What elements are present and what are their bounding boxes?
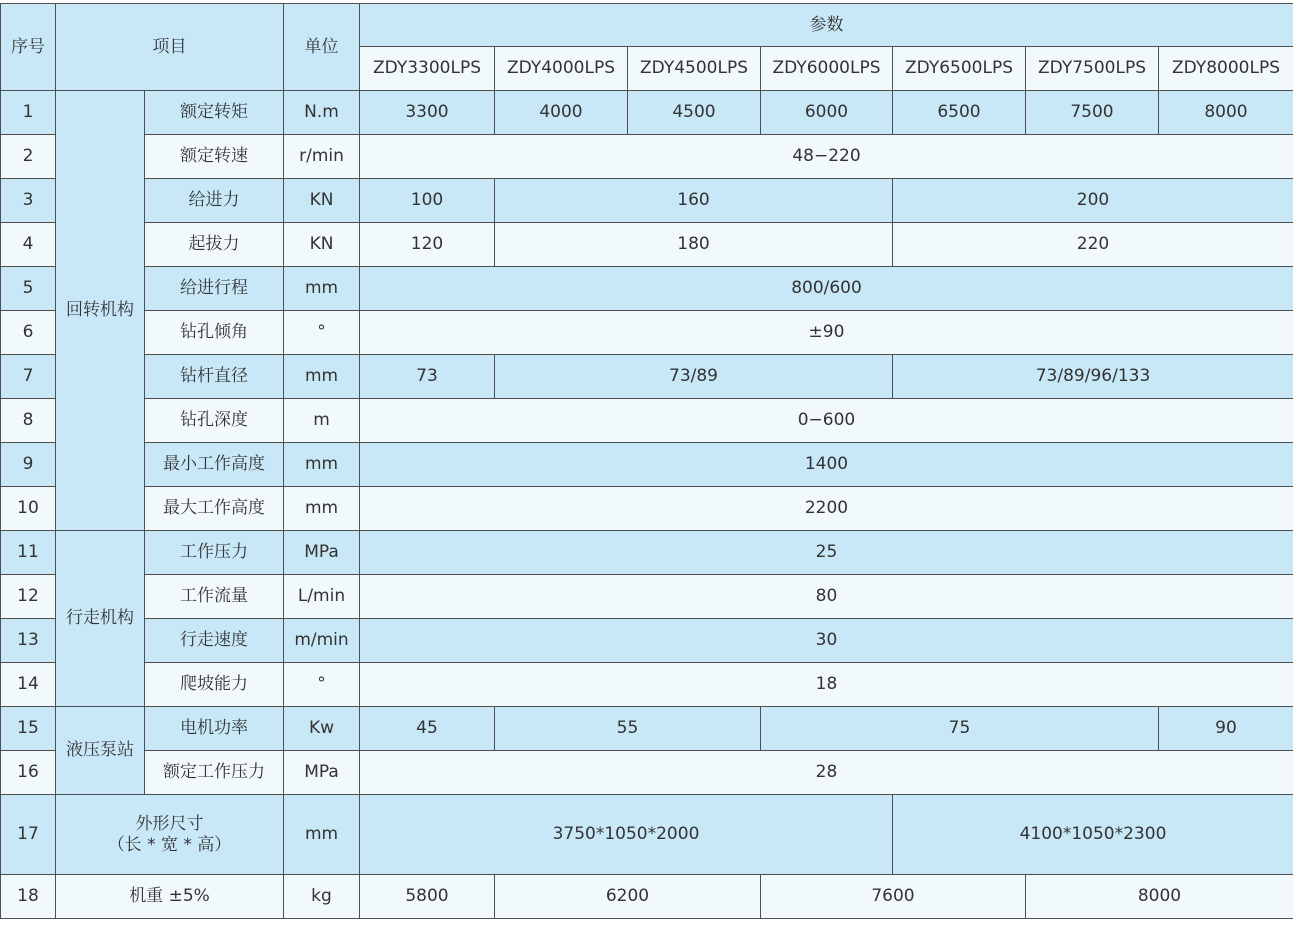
- table-row: [1, 707, 1293, 751]
- cell-value: 30: [360, 619, 1293, 663]
- model-name: ZDY4000LPS: [495, 47, 628, 91]
- header-item: 项目: [56, 4, 284, 91]
- table-row: [1, 575, 1293, 619]
- cell-value: 180: [495, 223, 893, 267]
- cell-value: 7600: [761, 875, 1026, 919]
- cell-value: 800/600: [360, 267, 1293, 311]
- row-no: 1: [1, 91, 56, 135]
- header-row: [1, 4, 1293, 47]
- cell-value: 6000: [761, 91, 893, 135]
- row-unit: MPa: [284, 531, 360, 575]
- header-params: 参数: [360, 4, 1293, 47]
- row-no: 10: [1, 487, 56, 531]
- row-name: 起拔力: [145, 223, 284, 267]
- row-name: 工作流量: [145, 575, 284, 619]
- cell-value: 4000: [495, 91, 628, 135]
- cell-value: 45: [360, 707, 495, 751]
- row-name: 最小工作高度: [145, 443, 284, 487]
- table-row: [1, 443, 1293, 487]
- table-row: [1, 663, 1293, 707]
- row-name: 工作压力: [145, 531, 284, 575]
- row-name: 额定转矩: [145, 91, 284, 135]
- model-name: ZDY3300LPS: [360, 47, 495, 91]
- table-row: [1, 135, 1293, 179]
- row-no: 14: [1, 663, 56, 707]
- group-travel: 行走机构: [56, 531, 145, 707]
- row-no: 18: [1, 875, 56, 919]
- row-name: 机重 ±5%: [56, 875, 284, 919]
- row-name: 钻孔深度: [145, 399, 284, 443]
- table-row: [1, 355, 1293, 399]
- cell-value: 55: [495, 707, 761, 751]
- cell-value: 1400: [360, 443, 1293, 487]
- cell-value: 0−600: [360, 399, 1293, 443]
- model-name: ZDY7500LPS: [1026, 47, 1159, 91]
- table-row: [1, 619, 1293, 663]
- row-no: 13: [1, 619, 56, 663]
- row-no: 4: [1, 223, 56, 267]
- cell-value: 5800: [360, 875, 495, 919]
- row-unit: m: [284, 399, 360, 443]
- row-no: 2: [1, 135, 56, 179]
- spec-table: [0, 3, 1293, 919]
- header-unit: 单位: [284, 4, 360, 91]
- table-row: [1, 179, 1293, 223]
- cell-value: 75: [761, 707, 1159, 751]
- row-no: 16: [1, 751, 56, 795]
- row-no: 17: [1, 795, 56, 875]
- row-name-line1: 外形尺寸: [135, 813, 204, 834]
- cell-value: 8000: [1026, 875, 1293, 919]
- cell-value: 18: [360, 663, 1293, 707]
- group-pump: 液压泵站: [56, 707, 145, 795]
- cell-value: 2200: [360, 487, 1293, 531]
- row-unit: mm: [284, 487, 360, 531]
- cell-value: 4100*1050*2300: [893, 795, 1293, 875]
- row-name: 爬坡能力: [145, 663, 284, 707]
- row-no: 15: [1, 707, 56, 751]
- cell-value: 73/89: [495, 355, 893, 399]
- header-no: 序号: [1, 4, 56, 91]
- row-unit: Kw: [284, 707, 360, 751]
- row-unit: N.m: [284, 91, 360, 135]
- row-name: 钻杆直径: [145, 355, 284, 399]
- cell-value: 4500: [628, 91, 761, 135]
- table-row: [1, 875, 1293, 919]
- table-row: [1, 91, 1293, 135]
- row-unit: KN: [284, 179, 360, 223]
- row-unit: mm: [284, 795, 360, 875]
- row-no: 11: [1, 531, 56, 575]
- row-no: 8: [1, 399, 56, 443]
- cell-value: 8000: [1159, 91, 1293, 135]
- row-no: 6: [1, 311, 56, 355]
- cell-value: 48−220: [360, 135, 1293, 179]
- cell-value: 220: [893, 223, 1293, 267]
- table-row: [1, 223, 1293, 267]
- row-unit: mm: [284, 355, 360, 399]
- row-unit: r/min: [284, 135, 360, 179]
- table-row: [1, 267, 1293, 311]
- row-name: [56, 795, 284, 875]
- cell-value: 25: [360, 531, 1293, 575]
- table-row: [1, 399, 1293, 443]
- cell-value: 6500: [893, 91, 1026, 135]
- row-unit: °: [284, 311, 360, 355]
- cell-value: 3750*1050*2000: [360, 795, 893, 875]
- cell-value: 80: [360, 575, 1293, 619]
- table-row: [1, 751, 1293, 795]
- row-no: 7: [1, 355, 56, 399]
- row-name-line2: （长 * 宽 * 高）: [107, 834, 232, 855]
- cell-value: 3300: [360, 91, 495, 135]
- row-name: 额定工作压力: [145, 751, 284, 795]
- row-no: 5: [1, 267, 56, 311]
- cell-value: 120: [360, 223, 495, 267]
- row-unit: L/min: [284, 575, 360, 619]
- group-rotary: 回转机构: [56, 91, 145, 531]
- row-name: 钻孔倾角: [145, 311, 284, 355]
- row-no: 12: [1, 575, 56, 619]
- row-no: 3: [1, 179, 56, 223]
- cell-value: 100: [360, 179, 495, 223]
- row-name: 行走速度: [145, 619, 284, 663]
- row-unit: °: [284, 663, 360, 707]
- row-unit: kg: [284, 875, 360, 919]
- row-unit: mm: [284, 443, 360, 487]
- cell-value: 7500: [1026, 91, 1159, 135]
- table-row: [1, 487, 1293, 531]
- model-name: ZDY4500LPS: [628, 47, 761, 91]
- cell-value: ±90: [360, 311, 1293, 355]
- table-row: [1, 311, 1293, 355]
- row-unit: m/min: [284, 619, 360, 663]
- cell-value: 28: [360, 751, 1293, 795]
- row-name: 给进行程: [145, 267, 284, 311]
- cell-value: 73: [360, 355, 495, 399]
- row-name: 额定转速: [145, 135, 284, 179]
- row-unit: MPa: [284, 751, 360, 795]
- row-unit: mm: [284, 267, 360, 311]
- cell-value: 6200: [495, 875, 761, 919]
- row-name: 给进力: [145, 179, 284, 223]
- row-name: 电机功率: [145, 707, 284, 751]
- table-row: [1, 531, 1293, 575]
- cell-value: 73/89/96/133: [893, 355, 1293, 399]
- row-no: 9: [1, 443, 56, 487]
- cell-value: 90: [1159, 707, 1293, 751]
- cell-value: 200: [893, 179, 1293, 223]
- row-name: 最大工作高度: [145, 487, 284, 531]
- model-name: ZDY6000LPS: [761, 47, 893, 91]
- model-name: ZDY8000LPS: [1159, 47, 1293, 91]
- row-unit: KN: [284, 223, 360, 267]
- cell-value: 160: [495, 179, 893, 223]
- model-name: ZDY6500LPS: [893, 47, 1026, 91]
- table-row: [1, 795, 1293, 875]
